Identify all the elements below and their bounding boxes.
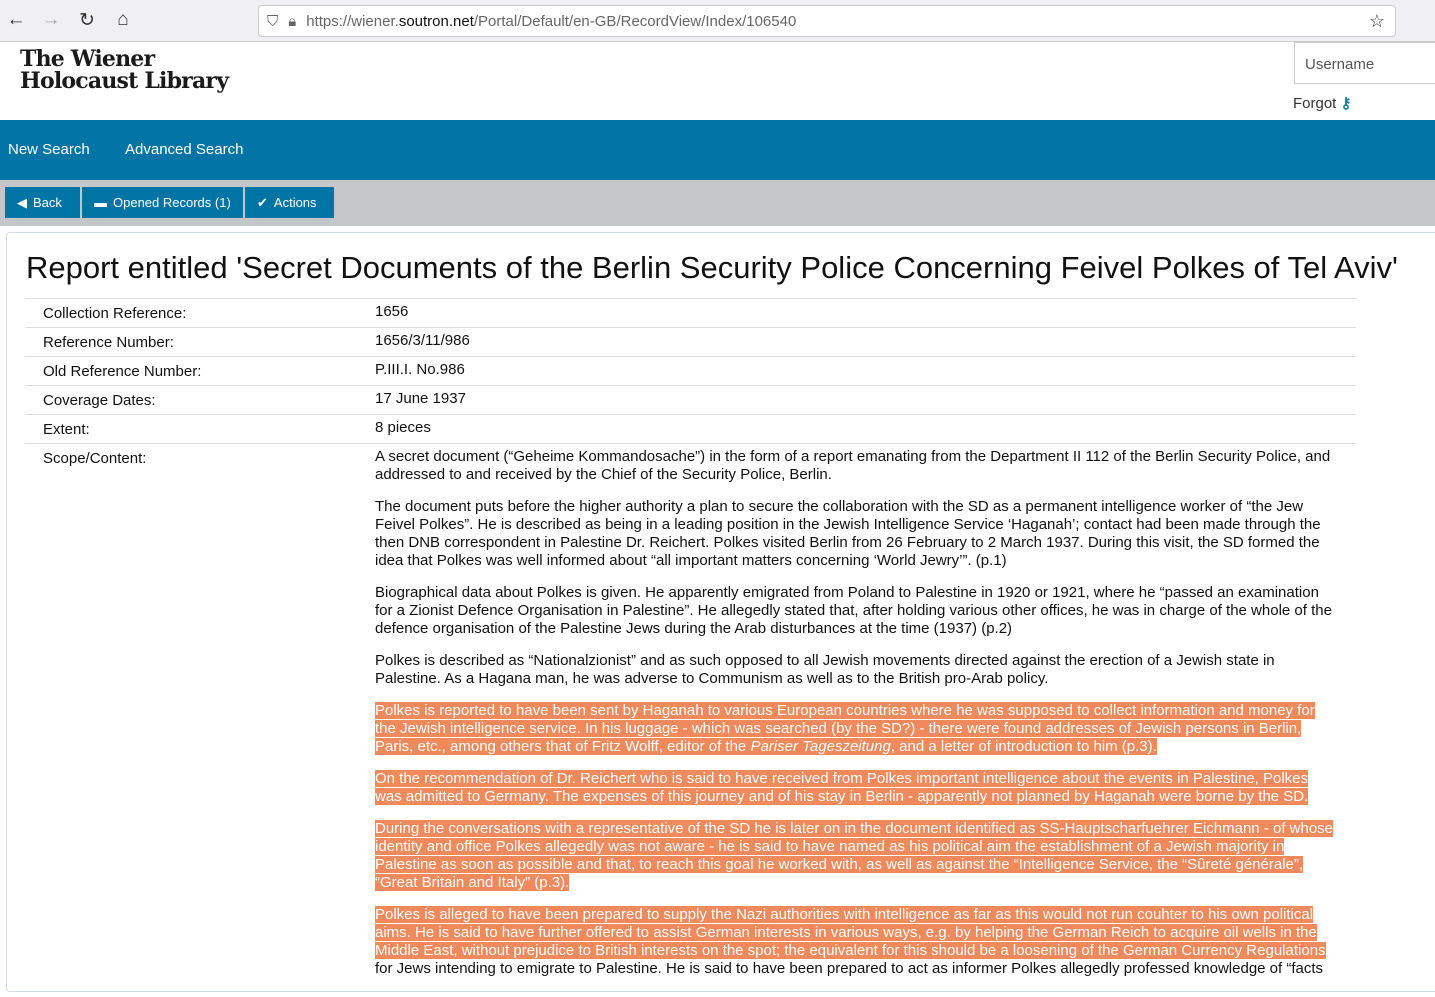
url-path: /Portal/Default/en-GB/RecordView/Index/106540 (474, 13, 796, 30)
back-arrow-icon[interactable]: ← (4, 9, 28, 31)
field-row (25, 357, 1356, 386)
record-toolbar (0, 180, 1435, 226)
actions-label: Actions (274, 195, 317, 210)
lock-icon: 🔒︎ (288, 13, 296, 30)
selected-text: Polkes is alleged to have been prepared to supply the Nazi authorities with intelligence as far as this would not run couhter to his own political aims. He is said to have further offered to assist German interests in various ways, e.g. by helping the German Reich to acquire oil wells in the Middle East, without prejudice to British interests on the spot; the equivalent for this should be a loosening of the German Currency Regulations (375, 906, 1326, 959)
field-row-scope (25, 444, 1356, 997)
scope-paragraph: The document puts before the higher authority a plan to secure the collaboration with the SD as a permanent intelligence worker of “the Jew Feivel Polkes”. He is described as being in a leading position in the Jewish Intelligence Service ‘Haganah’; contact had been made through the then DNB correspondent in Palestine Dr. Reichert. Polkes visited Berlin from 26 February to 2 March 1937. During this visit, the SD formed the idea that Polkes was well informed about “all important matters concerning ‘World Jewry’”. (p.1) (375, 498, 1338, 570)
url-prefix: https://wiener. (306, 13, 399, 30)
folder-open-icon: ▬ (94, 195, 107, 210)
forgot-label: Forgot (1293, 95, 1336, 112)
scope-paragraph: A secret document (“Geheime Kommandosache”) in the form of a report emanating from the Department II 112 of the Berlin Security Police, and addressed to and received by the Chief of the Security Police, Berlin. (375, 448, 1338, 484)
field-value: 8 pieces (375, 415, 1356, 444)
shield-icon: ⛉ (267, 13, 278, 30)
field-row (25, 328, 1356, 357)
logo-line1: The Wiener (20, 48, 228, 70)
opened-records-button[interactable] (82, 187, 243, 218)
scope-label: Scope/Content: (25, 444, 375, 997)
url-domain: soutron.net (399, 13, 474, 30)
selected-text: Polkes is reported to have been sent by Haganah to various European countries where he was supposed to collect information and money for the Jewish intelligence service. In his luggage - which was searched (by the SD?) - there were found addresses of Jewish persons in Berlin, Paris, etc., among others that of Fritz Wolff, editor of the (375, 702, 1315, 755)
field-value: 17 June 1937 (375, 386, 1356, 415)
username-input[interactable]: Username (1294, 42, 1435, 84)
selected-text: On the recommendation of Dr. Reichert who is said to have received from Polkes important intelligence about the events in Palestine, Polkes was admitted to Germany. The expenses of this journey and of his stay in Berlin - apparently not planned by Haganah were borne by the SD. (375, 770, 1308, 805)
bookmark-star-icon[interactable]: ☆ (1369, 11, 1385, 32)
field-label: Reference Number: (25, 328, 375, 357)
forward-arrow-icon[interactable]: → (39, 9, 63, 31)
key-icon: ⚷ (1341, 95, 1352, 112)
field-value: P.III.I. No.986 (375, 357, 1356, 386)
main-nav (0, 120, 1435, 180)
scope-paragraph-selected (375, 820, 1338, 892)
field-row (25, 386, 1356, 415)
field-label: Coverage Dates: (25, 386, 375, 415)
logo-line2: Holocaust Library (20, 70, 228, 92)
home-icon[interactable]: ⌂ (111, 9, 135, 31)
scope-paragraph-selected (375, 770, 1338, 806)
field-row (25, 415, 1356, 444)
field-row (25, 299, 1356, 328)
back-label: Back (33, 195, 62, 210)
check-icon: ✔ (257, 195, 268, 211)
selected-text-italic: Pariser Tageszeitung (750, 738, 890, 755)
field-label: Old Reference Number: (25, 357, 375, 386)
selected-text: During the conversations with a representative of the SD he is later on in the document identified as SS-Hauptscharfuehrer Eichmann - of whose identity and office Polkes allegedly was not aware - he is said to have named as his political aim the establishment of a Jewish majority in Palestine as soon as possible and that, to reach this goal he worked with, as well as against the “Intelligence Service, the “Sûreté générale”, “Great Britain and Italy” (p.3). (375, 820, 1333, 891)
opened-records-label: Opened Records (1) (113, 195, 231, 210)
actions-button[interactable] (245, 187, 334, 218)
scope-paragraph-selected (375, 906, 1338, 978)
library-logo[interactable] (20, 48, 228, 92)
reload-icon[interactable]: ↻ (75, 9, 99, 32)
forgot-link[interactable] (1293, 94, 1352, 112)
scope-content (375, 444, 1356, 997)
back-button[interactable] (5, 187, 80, 218)
nav-advanced-search[interactable]: Advanced Search (125, 141, 243, 158)
scope-paragraph: Biographical data about Polkes is given. He apparently emigrated from Poland to Palestine in 1920 or 1921, where he “passed an examination for a Zionist Defence Organisation in Palestine”. He allegedly stated that, after holding various other offices, he was in charge of the whole of the defence organisation of the Palestine Jews during the Arab disturbances at the time (1937) (p.2) (375, 584, 1338, 638)
field-value: 1656 (375, 299, 1356, 328)
field-label: Collection Reference: (25, 299, 375, 328)
scope-paragraph-selected (375, 702, 1338, 756)
chevron-left-circle-icon: ◀ (17, 195, 27, 211)
field-value: 1656/3/11/986 (375, 328, 1356, 357)
browser-toolbar (0, 0, 1435, 42)
scope-paragraph: Polkes is described as “Nationalzionist” and as such opposed to all Jewish movements directed against the erection of a Jewish state in Palestine. As a Hagana man, he was adverse to Communism as well as to the British pro-Arab policy. (375, 652, 1338, 688)
field-label: Extent: (25, 415, 375, 444)
scope-text-tail: for Jews intending to emigrate to Palestine. He is said to have been prepared to act as informer Polkes allegedly professed knowledge of “facts (375, 960, 1323, 977)
address-bar[interactable] (258, 5, 1396, 37)
record-title: Report entitled 'Secret Documents of the Berlin Security Police Concerning Feivel Polkes of Tel Aviv' (26, 250, 1398, 286)
record-fields (25, 298, 1356, 997)
nav-new-search[interactable]: New Search (8, 141, 90, 158)
selected-text: , and a letter of introduction to him (p.3). (891, 738, 1157, 755)
